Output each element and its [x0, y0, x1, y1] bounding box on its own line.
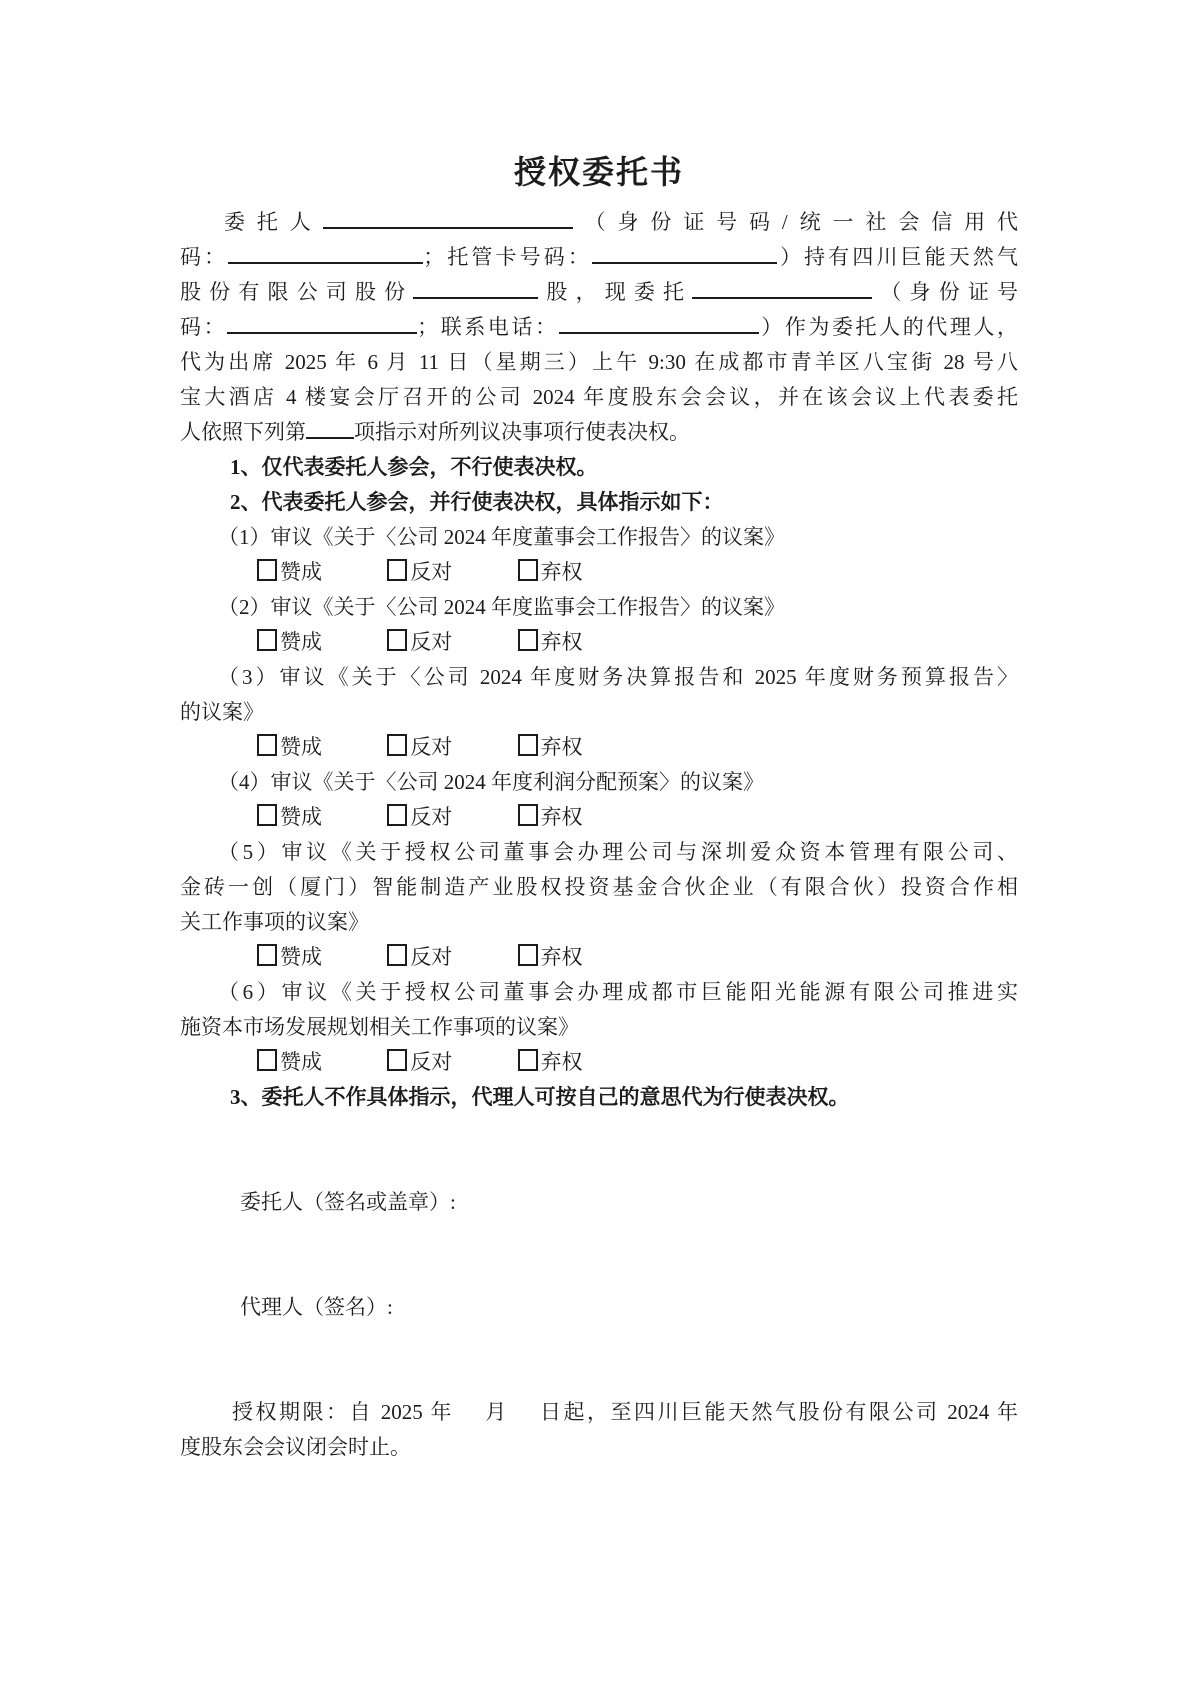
vote-abstain-option [518, 800, 583, 835]
agent-signature-line: 代理人（签名）: [240, 1295, 393, 1319]
spacer [180, 1115, 1018, 1150]
proposal-3-line-1: （3）审议《关于〈公司 2024 年度财务决算报告和 2025 年度财务预算报告〉 [218, 665, 1018, 689]
share-count-blank [413, 276, 538, 299]
oppose-checkbox[interactable] [387, 559, 407, 581]
intro-line-3 [180, 275, 1018, 310]
approve-checkbox[interactable] [257, 559, 277, 581]
intro-line-1 [180, 205, 1018, 240]
proxy-name-blank [692, 276, 872, 299]
vote-oppose-option [387, 625, 452, 660]
oppose-checkbox[interactable] [387, 629, 407, 651]
vote-row-3 [180, 730, 1018, 765]
proposal-1: （1）审议《关于〈公司 2024 年度董事会工作报告〉的议案》 [218, 525, 785, 549]
proxy-id-blank [227, 311, 417, 334]
authorization-period-line-1: 授权期限：自 2025 年 月 日起，至四川巨能天然气股份有限公司 2024 年 [232, 1400, 1018, 1424]
oppose-checkbox[interactable] [387, 944, 407, 966]
proposal-2: （2）审议《关于〈公司 2024 年度监事会工作报告〉的议案》 [218, 595, 785, 619]
shares-label: 股份有限公司股份 [180, 280, 414, 304]
intro-line-7 [180, 415, 1018, 450]
instruction-label: 人依照下列第 [180, 420, 306, 444]
authorization-period-line-2: 度股东会会议闭会时止。 [180, 1435, 411, 1459]
abstain-label: 弃权 [540, 735, 583, 759]
intro-line-3-text: （身份证号 [872, 280, 1019, 304]
abstain-label: 弃权 [540, 630, 583, 654]
option-2: 2、代表委托人参会，并行使表决权，具体指示如下： [230, 490, 724, 514]
approve-label: 赞成 [280, 630, 322, 654]
vote-oppose-option [387, 940, 452, 975]
principal-signature-line: 委托人（签名或盖章）: [240, 1190, 456, 1214]
vote-approve-option [257, 555, 322, 590]
abstain-checkbox[interactable] [518, 1049, 538, 1071]
oppose-label: 反对 [410, 1050, 453, 1074]
intro-line-5: 代为出席 2025 年 6 月 11 日（星期三）上午 9:30 在成都市青羊区八宝街 28 号八 [180, 350, 1018, 374]
oppose-label: 反对 [410, 945, 453, 969]
abstain-label: 弃权 [540, 945, 583, 969]
option-3: 3、委托人不作具体指示，代理人可按自己的意思代为行使表决权。 [230, 1085, 850, 1109]
abstain-checkbox[interactable] [518, 804, 538, 826]
vote-abstain-option [518, 730, 583, 765]
vote-abstain-option [518, 625, 583, 660]
vote-oppose-option [387, 1045, 452, 1080]
oppose-label: 反对 [410, 805, 453, 829]
vote-approve-option [257, 1045, 322, 1080]
abstain-label: 弃权 [540, 1050, 583, 1074]
oppose-checkbox[interactable] [387, 804, 407, 826]
approve-label: 赞成 [280, 1050, 322, 1074]
oppose-label: 反对 [410, 735, 453, 759]
phone-label: ；联系电话： [417, 315, 559, 339]
abstain-checkbox[interactable] [518, 629, 538, 651]
proposal-4: （4）审议《关于〈公司 2024 年度利润分配预案〉的议案》 [218, 770, 764, 794]
vote-row-2 [180, 625, 1018, 660]
id-code-blank [228, 241, 423, 264]
vote-abstain-option [518, 1045, 583, 1080]
vote-approve-option [257, 940, 322, 975]
id-code-label: 码： [180, 245, 229, 269]
proposal-6-line-1: （6）审议《关于授权公司董事会办理成都市巨能阳光能源有限公司推进实 [218, 980, 1018, 1004]
intro-line-4 [180, 310, 1018, 345]
abstain-checkbox[interactable] [518, 944, 538, 966]
proxy-label: 股，现委托 [538, 280, 693, 304]
proposal-5-line-3: 关工作事项的议案》 [180, 910, 369, 934]
approve-checkbox[interactable] [257, 944, 277, 966]
approve-checkbox[interactable] [257, 804, 277, 826]
vote-approve-option [257, 730, 322, 765]
intro-line-7-text: 项指示对所列议决事项行使表决权。 [354, 420, 690, 444]
approve-checkbox[interactable] [257, 629, 277, 651]
vote-oppose-option [387, 555, 452, 590]
approve-label: 赞成 [280, 560, 322, 584]
abstain-checkbox[interactable] [518, 559, 538, 581]
principal-name-blank [323, 206, 573, 229]
option-1: 1、仅代表委托人参会，不行使表决权。 [230, 455, 598, 479]
vote-row-5 [180, 940, 1018, 975]
spacer [180, 1255, 1018, 1290]
abstain-label: 弃权 [540, 805, 583, 829]
principal-label: 委托人 [224, 210, 323, 234]
custody-card-label: ；托管卡号码： [423, 245, 592, 269]
spacer [180, 1360, 1018, 1395]
intro-line-2 [180, 240, 1018, 275]
approve-label: 赞成 [280, 735, 322, 759]
vote-oppose-option [387, 730, 452, 765]
spacer [180, 1325, 1018, 1360]
vote-abstain-option [518, 555, 583, 590]
page-title: 授权委托书 [513, 154, 684, 190]
oppose-checkbox[interactable] [387, 734, 407, 756]
approve-label: 赞成 [280, 945, 322, 969]
phone-blank [559, 311, 759, 334]
abstain-label: 弃权 [540, 560, 583, 584]
vote-row-1 [180, 555, 1018, 590]
vote-approve-option [257, 625, 322, 660]
intro-line-4-text: ）作为委托人的代理人， [758, 315, 1019, 339]
vote-abstain-option [518, 940, 583, 975]
abstain-checkbox[interactable] [518, 734, 538, 756]
proxy-id-label: 码： [180, 315, 228, 339]
vote-row-4 [180, 800, 1018, 835]
approve-label: 赞成 [280, 805, 322, 829]
proposal-5-line-2: 金砖一创（厦门）智能制造产业股权投资基金合伙企业（有限合伙）投资合作相 [180, 875, 1018, 899]
oppose-label: 反对 [410, 560, 453, 584]
vote-approve-option [257, 800, 322, 835]
oppose-checkbox[interactable] [387, 1049, 407, 1071]
proposal-3-line-2: 的议案》 [180, 700, 264, 724]
vote-oppose-option [387, 800, 452, 835]
oppose-label: 反对 [410, 630, 453, 654]
spacer [180, 1220, 1018, 1255]
intro-line-2-text: ）持有四川巨能天然气 [776, 245, 1019, 269]
intro-line-1-text: （身份证号码/统一社会信用代 [572, 210, 1019, 234]
intro-line-6: 宝大酒店 4 楼宴会厅召开的公司 2024 年度股东会会议，并在该会议上代表委托 [180, 385, 1018, 409]
custody-card-blank [592, 241, 777, 264]
proposal-6-line-2: 施资本市场发展规划相关工作事项的议案》 [180, 1015, 579, 1039]
instruction-item-blank [306, 416, 354, 439]
proposal-5-line-1: （5）审议《关于授权公司董事会办理公司与深圳爱众资本管理有限公司、 [218, 840, 1018, 864]
approve-checkbox[interactable] [257, 734, 277, 756]
approve-checkbox[interactable] [257, 1049, 277, 1071]
vote-row-6 [180, 1045, 1018, 1080]
spacer [180, 1150, 1018, 1185]
